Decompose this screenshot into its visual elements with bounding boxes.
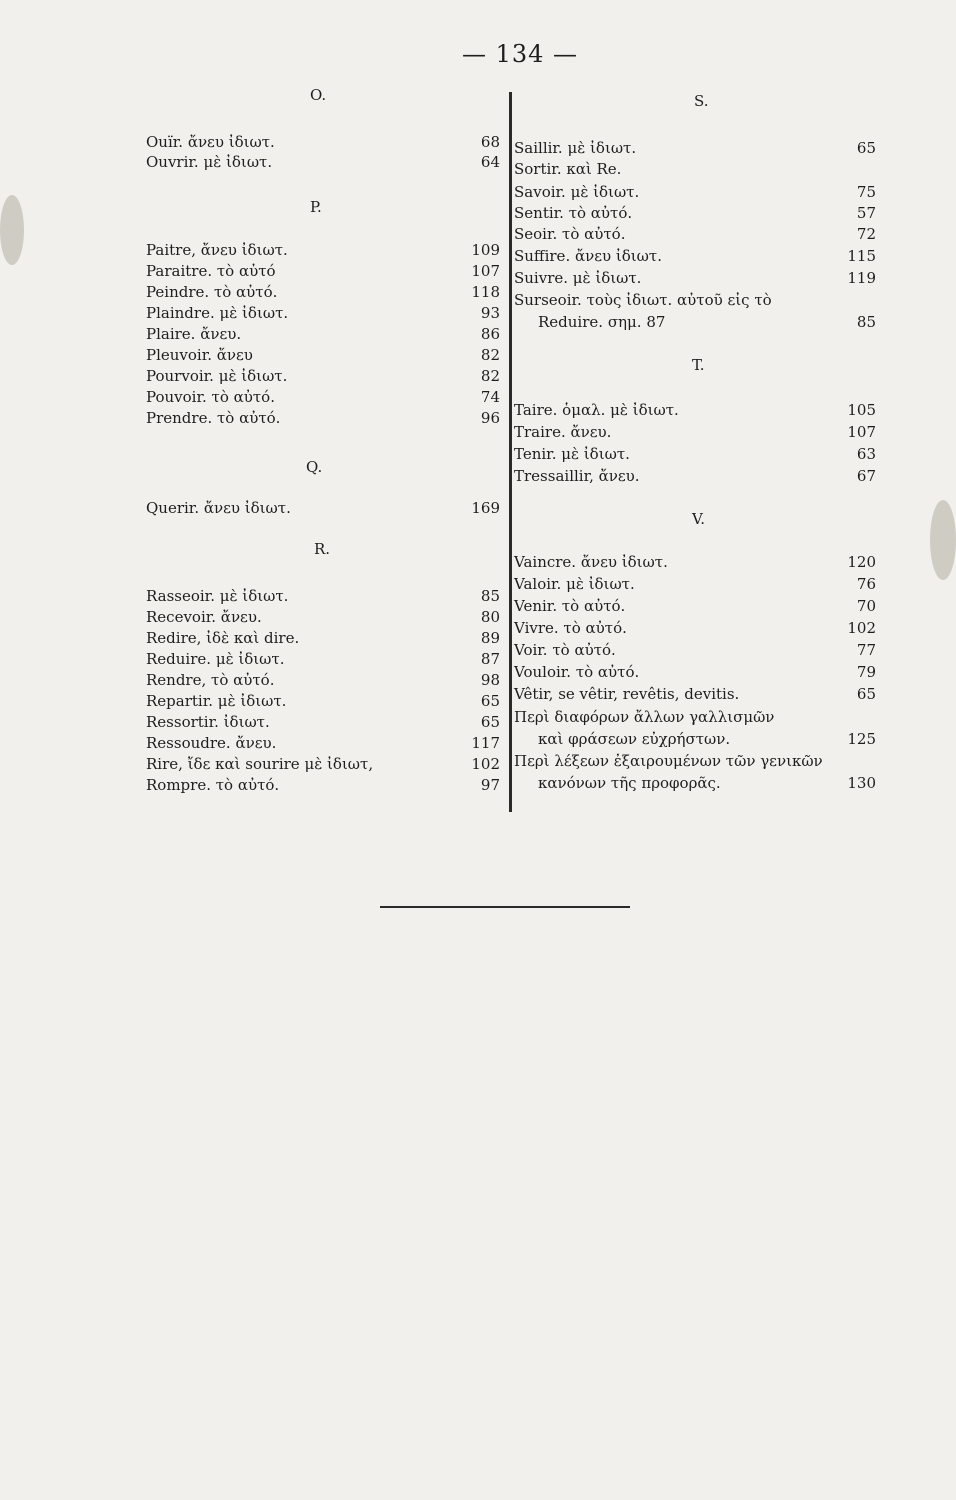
list-item: Vaincre. ἄνευ ἰδιωτ. 120 xyxy=(514,553,876,571)
list-item: Suffire. ἄνευ ἰδιωτ. 115 xyxy=(514,247,876,265)
list-item: Seoir. τὸ αὐτό. 72 xyxy=(514,225,876,243)
list-item: Prendre. τὸ αὐτό. 96 xyxy=(146,409,500,427)
list-item: Peindre. τὸ αὐτό. 118 xyxy=(146,283,500,301)
list-item: Ressortir. ἰδιωτ. 65 xyxy=(146,713,500,731)
list-item: Surseoir. τοὺς ἰδιωτ. αὐτοῦ εἰς τὸ xyxy=(514,291,772,309)
list-item: Περὶ διαφόρων ἄλλων γαλλισμῶν xyxy=(514,708,775,726)
list-item: Repartir. μὲ ἰδιωτ. 65 xyxy=(146,692,500,710)
list-item: Rompre. τὸ αὐτό. 97 xyxy=(146,776,500,794)
section-letter-r: R. xyxy=(314,540,331,558)
list-item: Pouvoir. τὸ αὐτό. 74 xyxy=(146,388,500,406)
list-item: Vêtir, se vêtir, revêtis, devitis. 65 xyxy=(514,685,876,703)
list-item: Pleuvoir. ἄνευ 82 xyxy=(146,346,500,364)
list-item: Paraitre. τὸ αὐτό 107 xyxy=(146,262,500,280)
list-item: Rire, ἴδε καὶ sourire μὲ ἰδιωτ, 102 xyxy=(146,755,500,773)
list-item: Reduire. σημ. 87 85 xyxy=(538,313,876,331)
section-letter-o: O. xyxy=(310,86,327,104)
section-letter-q: Q. xyxy=(306,458,323,476)
list-item: κανόνων τῆς προφορᾶς. 130 xyxy=(538,774,876,792)
paper-stain xyxy=(0,195,24,265)
list-item: Vivre. τὸ αὐτό. 102 xyxy=(514,619,876,637)
list-item: Tenir. μὲ ἰδιωτ. 63 xyxy=(514,445,876,463)
section-letter-p: P. xyxy=(310,198,322,216)
list-item: Suivre. μὲ ἰδιωτ. 119 xyxy=(514,269,876,287)
list-item: Ouvrir. μὲ ἰδιωτ. 64 xyxy=(146,153,500,171)
list-item: Saillir. μὲ ἰδιωτ. 65 xyxy=(514,139,876,157)
list-item: Rasseoir. μὲ ἰδιωτ. 85 xyxy=(146,587,500,605)
list-item: Voir. τὸ αὐτό. 77 xyxy=(514,641,876,659)
list-item: Taire. ὁμαλ. μὲ ἰδιωτ. 105 xyxy=(514,401,876,419)
list-item: Ouïr. ἄνευ ἰδιωτ. 68 xyxy=(146,133,500,151)
end-rule xyxy=(380,906,630,908)
list-item: Περὶ λέξεων ἐξαιρουμένων τῶν γενικῶν xyxy=(514,752,823,770)
paper-stain xyxy=(930,500,956,580)
list-item: Plaindre. μὲ ἰδιωτ. 93 xyxy=(146,304,500,322)
list-item: Savoir. μὲ ἰδιωτ. 75 xyxy=(514,183,876,201)
list-item: Vouloir. τὸ αὐτό. 79 xyxy=(514,663,876,681)
list-item: Querir. ἄνευ ἰδιωτ. 169 xyxy=(146,499,500,517)
list-item: Paitre, ἄνευ ἰδιωτ. 109 xyxy=(146,241,500,259)
list-item: Redire, ἰδὲ καὶ dire. 89 xyxy=(146,629,500,647)
list-item: Sortir. καὶ Re. xyxy=(514,160,622,178)
list-item: Ressoudre. ἄνευ. 117 xyxy=(146,734,500,752)
section-letter-v: V. xyxy=(692,510,705,528)
list-item: Venir. τὸ αὐτό. 70 xyxy=(514,597,876,615)
list-item: καὶ φράσεων εὐχρήστων. 125 xyxy=(538,730,876,748)
list-item: Plaire. ἄνευ. 86 xyxy=(146,325,500,343)
list-item: Rendre, τὸ αὐτό. 98 xyxy=(146,671,500,689)
list-item: Sentir. τὸ αὐτό. 57 xyxy=(514,204,876,222)
list-item: Pourvoir. μὲ ἰδιωτ. 82 xyxy=(146,367,500,385)
list-item: Valoir. μὲ ἰδιωτ. 76 xyxy=(514,575,876,593)
page-number: — 134 — xyxy=(461,40,579,68)
section-letter-s: S. xyxy=(694,92,709,110)
section-letter-t: T. xyxy=(692,356,705,374)
list-item: Tressaillir, ἄνευ. 67 xyxy=(514,467,876,485)
list-item: Recevoir. ἄνευ. 80 xyxy=(146,608,500,626)
list-item: Traire. ἄνευ. 107 xyxy=(514,423,876,441)
list-item: Reduire. μὲ ἰδιωτ. 87 xyxy=(146,650,500,668)
